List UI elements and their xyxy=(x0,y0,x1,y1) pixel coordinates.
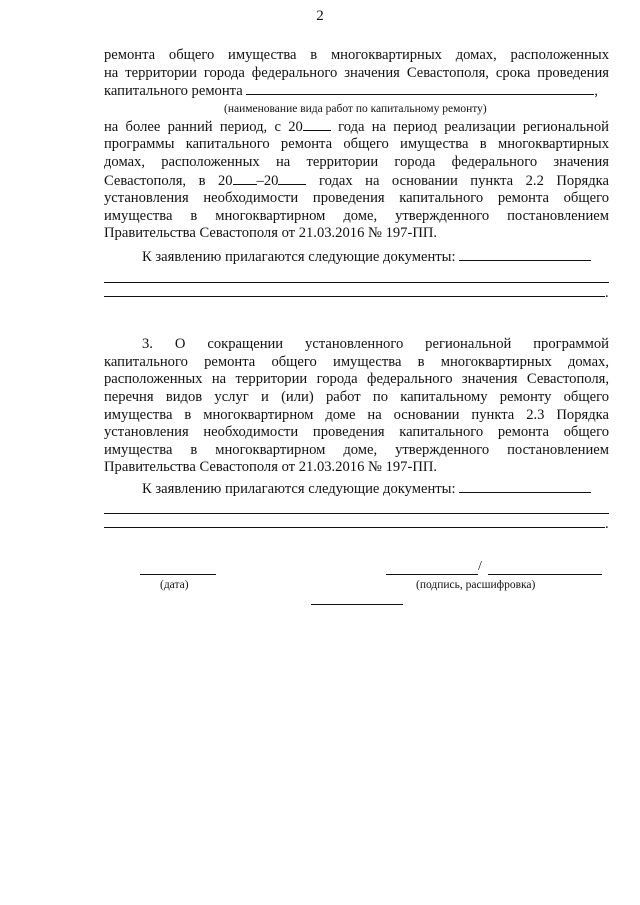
text-fragment: . xyxy=(605,516,609,533)
work-type-blank[interactable] xyxy=(246,82,594,95)
signature-row xyxy=(104,559,609,604)
attachments-blank-line[interactable] xyxy=(104,284,605,297)
section-3 xyxy=(104,336,609,534)
attachments-blank-line[interactable] xyxy=(104,500,609,514)
years-line xyxy=(104,172,609,191)
text-line: расположенных на территории города федерального значения Севастополя, xyxy=(104,371,609,388)
attachments-line xyxy=(104,480,609,499)
year-blank[interactable] xyxy=(303,118,331,131)
attachments-last-line xyxy=(104,284,609,303)
signature-caption: (подпись, расшифровка) xyxy=(416,579,536,592)
signature-slash: / xyxy=(478,559,482,575)
end-of-document-line xyxy=(311,604,403,605)
attachments-label: К заявлению прилагаются следующие документы: xyxy=(142,248,456,265)
name-transcript-blank[interactable] xyxy=(488,564,602,575)
attachments-blank[interactable] xyxy=(459,248,591,261)
text-line: Правительства Севастополя от 21.03.2016 № 197-ПП. xyxy=(104,225,438,242)
text-fragment: –20 xyxy=(256,172,279,189)
attachments-blank[interactable] xyxy=(459,480,591,493)
attachments-blank-line[interactable] xyxy=(104,515,605,528)
text-line: имущества в многоквартирном доме на основании пункта 2.3 Порядка xyxy=(104,406,609,423)
text-line: установления необходимости проведения капитального ремонта общего xyxy=(104,424,609,441)
signature-blank[interactable] xyxy=(386,564,478,575)
text-line: домах, расположенных на территории города федерального значения xyxy=(104,153,609,170)
text-fragment: Севастополя, в 20 xyxy=(104,172,233,189)
year-from-blank[interactable] xyxy=(233,172,257,185)
text-line: имущества в многоквартирном доме, утвержденного постановлением xyxy=(104,441,609,458)
text-line: перечня видов услуг и (или) работ по капитальному ремонту общего xyxy=(104,388,609,405)
attachments-blank-line[interactable] xyxy=(104,269,609,283)
text-fragment: капитального ремонта xyxy=(104,83,243,100)
text-fragment: года на период реализации региональной xyxy=(338,118,609,135)
year-to-blank[interactable] xyxy=(278,172,306,185)
text-line: программы капитального ремонта общего имущества в многоквартирных xyxy=(104,136,609,153)
text-line: Правительства Севастополя от 21.03.2016 № 197-ПП. xyxy=(104,459,438,476)
attachments-line xyxy=(104,248,609,267)
text-line: капитального ремонта общего имущества в многоквартирных домах, xyxy=(104,353,609,370)
text-fragment: , xyxy=(594,83,599,100)
text-line: ремонта общего имущества в многоквартирных домах, расположенных xyxy=(104,47,609,63)
text-line: установления необходимости проведения капитального ремонта общего xyxy=(104,190,609,207)
text-fragment: на более ранний период, с 20 xyxy=(104,118,303,135)
work-type-caption: (наименование вида работ по капитальному ремонту) xyxy=(224,102,487,115)
date-blank[interactable] xyxy=(140,564,216,575)
page-number: 2 xyxy=(316,8,324,24)
text-line: на территории города федерального значения Севастополя, срока проведения xyxy=(104,64,609,81)
section-2 xyxy=(104,47,609,302)
attachments-label: К заявлению прилагаются следующие документы: xyxy=(142,480,456,497)
text-fragment: годах на основании пункта 2.2 Порядка xyxy=(318,172,609,189)
attachments-last-line xyxy=(104,515,609,534)
period-line xyxy=(104,118,609,137)
work-type-line xyxy=(104,82,609,101)
text-line: имущества в многоквартирном доме, утвержденного постановлением xyxy=(104,207,609,224)
section-3-heading: 3. О сокращении установленного региональной программой xyxy=(142,336,609,353)
document-body xyxy=(104,47,609,604)
date-caption: (дата) xyxy=(160,579,189,592)
text-fragment: . xyxy=(605,284,609,301)
